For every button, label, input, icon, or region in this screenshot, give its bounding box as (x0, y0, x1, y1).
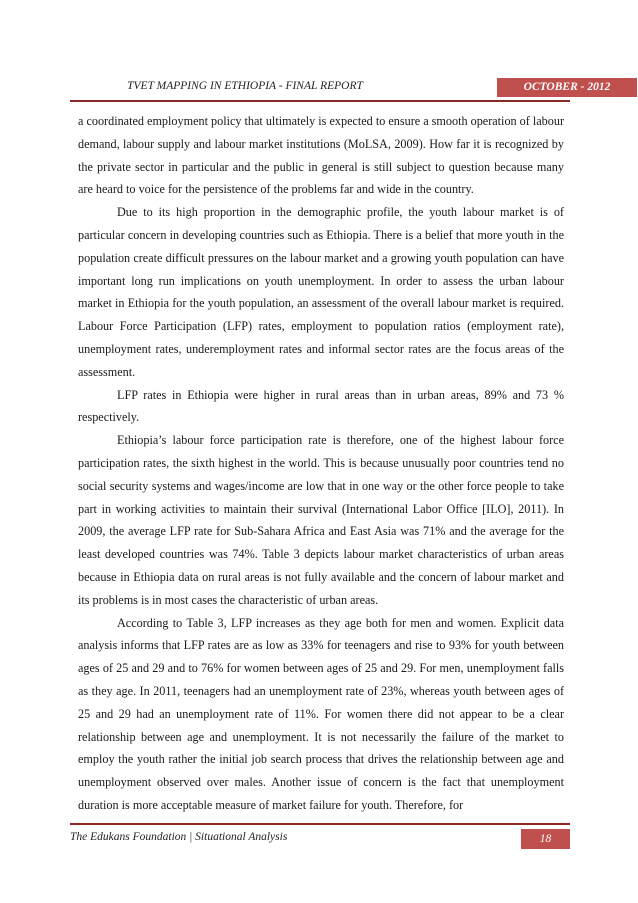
report-title: TVET MAPPING IN ETHIOPIA - FINAL REPORT (127, 80, 363, 92)
report-date-badge: OCTOBER - 2012 (497, 78, 637, 97)
page-number-badge: 18 (521, 829, 570, 849)
paragraph: According to Table 3, LFP increases as they age both for men and women. Explicit data analysis informs that LFP rates are as low as 33% for teenagers and rise to 93% for youth between ages of 25 and 29 and to 76% for women between ages of 25 and 29. For men, unemployment falls as they age. In 2011, teenagers had an unemployment rate of 23%, whereas youth between ages of 25 and 29 had an unemployment rate of 11%. For women there did not appear to be a clear relationship between age and unemployment. It is not necessarily the failure of the market to employ the youth rather the initial job search process that drives the relationship between age and unemployment observed over males. Another issue of concern is the fact that unemployment duration is more acceptable measure of market failure for youth. Therefore, for (78, 615, 564, 812)
paragraph: Due to its high proportion in the demographic profile, the youth labour market is of particular concern in developing countries such as Ethiopia. There is a belief that more youth in the population create difficult pressures on the labour market and a growing youth population can have important long run implications on youth unemployment. In order to assess the urban labour market in Ethiopia for the youth population, an assessment of the overall labour market is required. Labour Force Participation (LFP) rates, employment to population ratios (employment rate), unemployment rates, underemployment rates and informal sector rates are the focus areas of the assessment. (78, 205, 564, 379)
main-body (78, 110, 564, 817)
paragraph: Ethiopia’s labour force participation rate is therefore, one of the highest labour force participation rates, the sixth highest in the world. This is because unusually poor countries tend no social security systems and wages/income are low that in one way or the other force people to take part in working activities to maintain their survival (International Labor Office [ILO], 2011). In 2009, the average LFP rate for Sub-Sahara Africa and East Asia was 71% and the average for the least developed countries was 74%. Table 3 depicts labour market characteristics of urban areas because in Ethiopia data on rural areas is not fully available and the concern of labour market and its problems is in most cases the characteristic of urban areas. (78, 433, 564, 607)
page-footer (70, 823, 570, 851)
paragraph: a coordinated employment policy that ultimately is expected to ensure a smooth operation of labour demand, labour supply and labour market institutions (MoLSA, 2009). How far it is recognized by the private sector in particular and the public in general is still subject to question because many are heard to voice for the persistence of the problems far and wide in the country. (78, 114, 565, 197)
footer-text: The Edukans Foundation | Situational Analysis (70, 831, 288, 843)
page-header (70, 78, 611, 102)
paragraph: LFP rates in Ethiopia were higher in rural areas than in urban areas, 89% and 73 % respectively. (78, 387, 564, 425)
